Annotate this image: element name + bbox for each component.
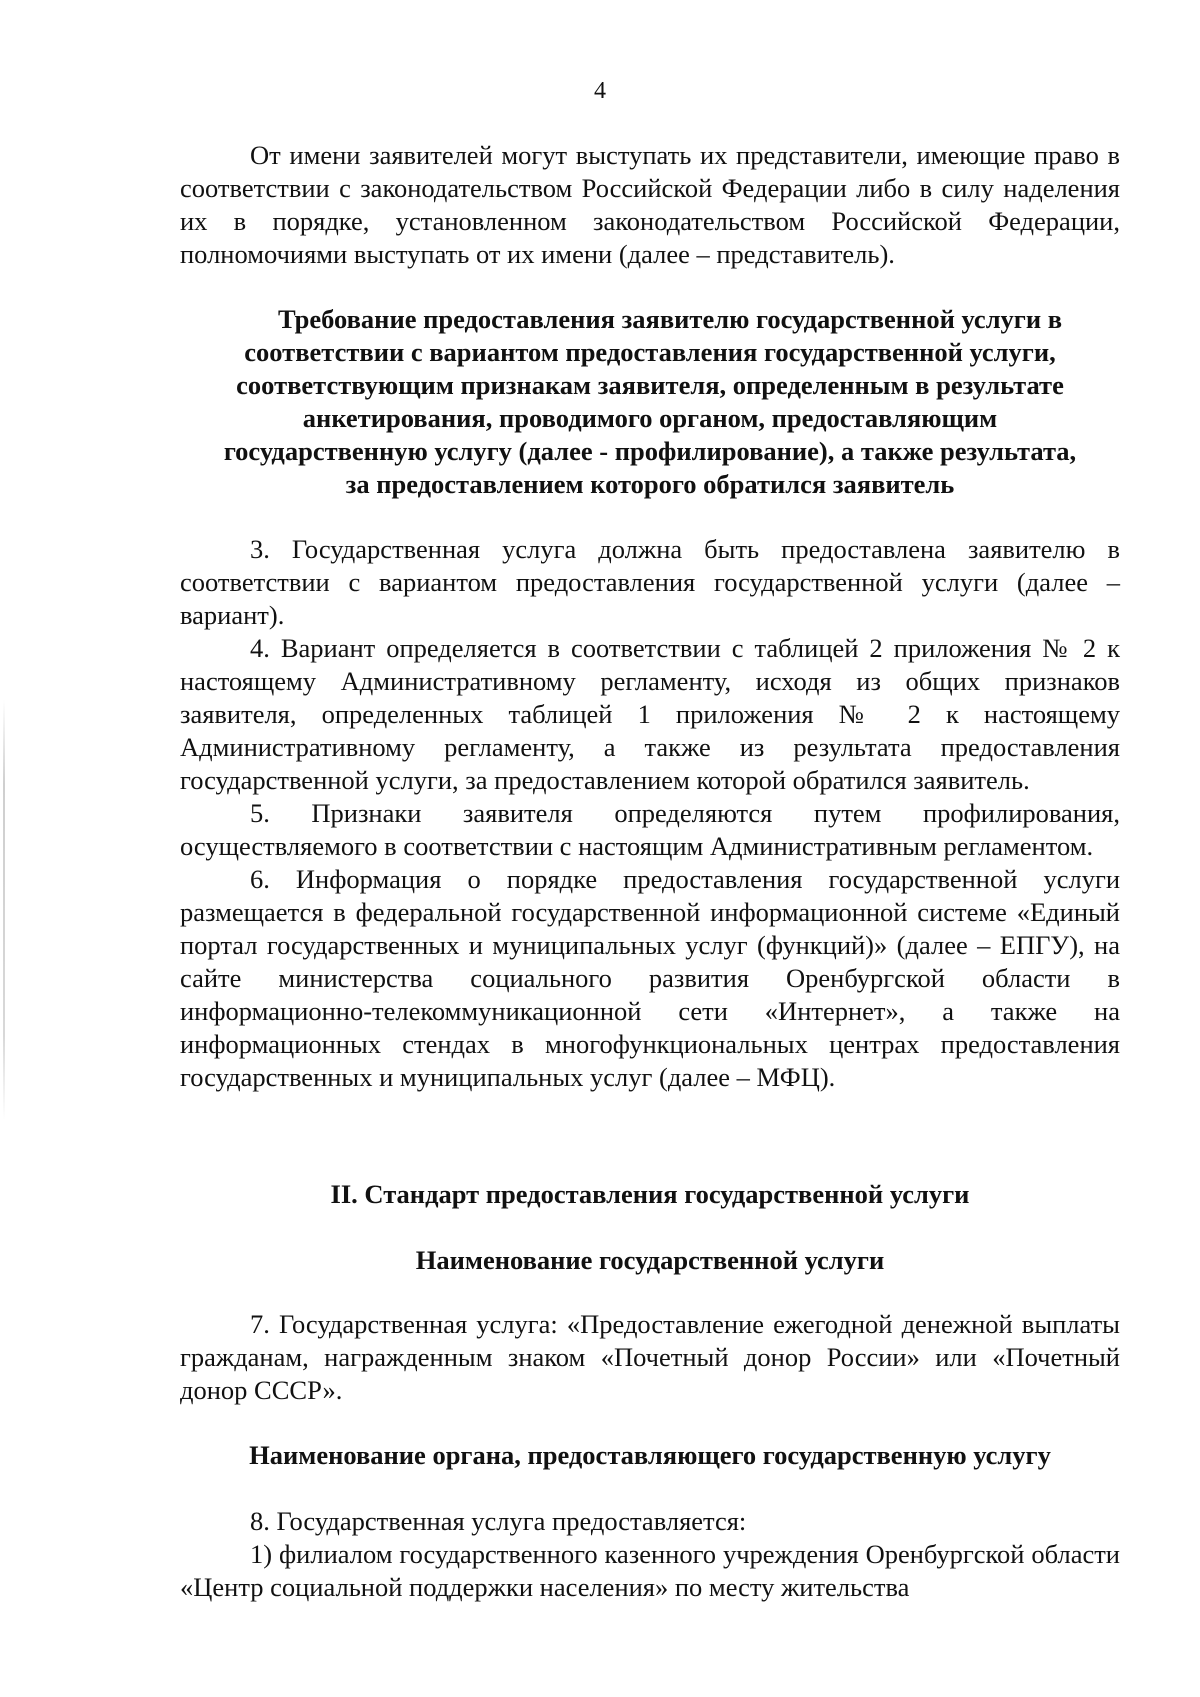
requirement-heading-line: государственную услугу (далее - профилирование), а также результата, [223, 436, 1077, 466]
clauses-block [180, 533, 1120, 1094]
service-name-heading: Наименование государственной услуги [415, 1245, 885, 1275]
clause-7-block [180, 1308, 1120, 1407]
clause-7: 7. Государственная услуга: «Предоставление ежегодной денежной выплаты гражданам, награжденным знаком «Почетный донор России» или «Почетный донор СССР». [180, 1309, 1120, 1405]
authority-heading: Наименование органа, предоставляющего государственную услугу [249, 1440, 1051, 1470]
clause-6: 6. Информация о порядке предоставления государственной услуги размещается в федеральной государственной информационной системе «Единый портал государственных и муниципальных услуг (функций)» (далее – ЕПГУ), на сайте министерства социального развития Оренбургской области в информационно-телекоммуникационной сети «Интернет», а также на информационных стендах в многофункциональных центрах предоставления государственных и муниципальных услуг (далее – МФЦ). [180, 864, 1120, 1092]
clause-5: 5. Признаки заявителя определяются путем профилирования, осуществляемого в соответствии с настоящим Административным регламентом. [180, 798, 1120, 861]
requirement-heading-line: соответствующим признакам заявителя, определенным в результате [236, 370, 1064, 400]
representatives-block [180, 139, 1120, 271]
clause-3: 3. Государственная услуга должна быть предоставлена заявителю в соответствии с вариантом предоставления государственной услуги (далее – вариант). [180, 534, 1120, 630]
clause-8-item-1: 1) филиалом государственного казенного учреждения Оренбургской области «Центр социальной поддержки населения» по месту жительства [180, 1539, 1120, 1602]
clause-4: 4. Вариант определяется в соответствии с таблицей 2 приложения № 2 к настоящему Административному регламенту, исходя из общих признаков заявителя, определенных таблицей 1 приложения № 2 к настоящему Административному регламенту, а также из результата предоставления государственной услуги, за предоставлением которой обратился заявитель. [180, 633, 1120, 795]
requirement-heading-line: соответствии с вариантом предоставления государственной услуги, [244, 337, 1056, 367]
requirement-heading-line: за предоставлением которого обратился заявитель [345, 469, 955, 499]
section-title: II. Стандарт предоставления государственной услуги [330, 1179, 970, 1209]
requirement-heading-line: Требование предоставления заявителю государственной услуги в [277, 304, 1063, 334]
requirement-heading-line: анкетирования, проводимого органом, предоставляющим [302, 403, 998, 433]
clause-8-block [180, 1505, 1120, 1604]
representatives-paragraph: От имени заявителей могут выступать их представители, имеющие право в соответствии с законодательством Российской Федерации либо в силу наделения их в порядке, установленном законодательством Российской Федерации, полномочиями выступать от их имени (далее – представитель). [180, 140, 1120, 269]
clause-8: 8. Государственная услуга предоставляется: [250, 1506, 747, 1536]
scan-edge-shadow [3, 700, 5, 1120]
page-number: 4 [594, 78, 606, 104]
requirement-heading [170, 303, 1130, 501]
